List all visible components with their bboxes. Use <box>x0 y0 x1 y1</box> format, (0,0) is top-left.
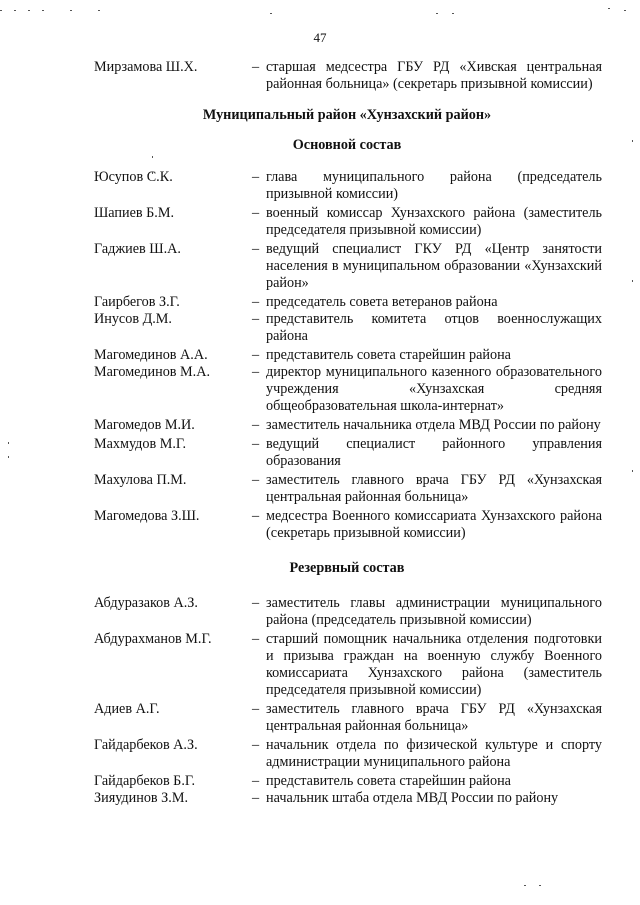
dash-separator: – <box>252 59 260 75</box>
member-row <box>94 241 602 292</box>
member-row <box>94 790 602 807</box>
dash-separator: – <box>252 241 260 257</box>
member-position: старший помощник начальника отделения подготовки и призыва граждан на военную службу Военного комиссариата Хунзахского района (заместитель председателя призывной комиссии) <box>266 631 602 698</box>
member-name: Магомедова З.Ш. <box>94 508 200 524</box>
dash-separator: – <box>252 205 260 221</box>
member-position: начальник отдела по физической культуре и спорту администрации муниципального района <box>266 737 602 770</box>
member-name: Абдурахманов М.Г. <box>94 631 212 647</box>
member-row <box>94 294 602 311</box>
member-name: Махулова П.М. <box>94 472 187 488</box>
commission-list <box>94 59 602 807</box>
member-row <box>94 436 602 470</box>
member-name: Гаирбегов З.Г. <box>94 294 180 310</box>
member-name: Гайдарбеков Б.Г. <box>94 773 196 789</box>
member-name: Мирзамова Ш.Х. <box>94 59 198 75</box>
member-position: заместитель главного врача ГБУ РД «Хунзахская центральная районная больница» <box>266 701 602 734</box>
member-row <box>94 311 602 345</box>
member-position: представитель совета старейшин района <box>266 773 511 789</box>
page-number: 47 <box>313 30 327 45</box>
member-position: медсестра Военного комиссариата Хунзахского района (секретарь призывной комиссии) <box>266 508 602 541</box>
member-position: старшая медсестра ГБУ РД «Хивская центральная районная больница» (секретарь призывной комиссии) <box>266 59 602 92</box>
dash-separator: – <box>252 737 260 753</box>
member-name: Магомедов М.И. <box>94 417 195 433</box>
member-row <box>94 773 602 790</box>
dash-separator: – <box>252 773 260 789</box>
member-name: Абдуразаков А.З. <box>94 595 198 611</box>
dash-separator: – <box>252 472 260 488</box>
dash-separator: – <box>252 311 260 327</box>
member-position: начальник штаба отдела МВД России по району <box>266 790 559 806</box>
dash-separator: – <box>252 790 260 806</box>
member-row <box>94 595 602 629</box>
main-composition-title: Основной состав <box>292 137 402 153</box>
member-row <box>94 205 602 239</box>
dash-separator: – <box>252 436 260 452</box>
member-position: директор муниципального казенного образовательного учреждения «Хунзахская средняя общеобразовательная школа-интернат» <box>266 364 602 414</box>
member-row <box>94 347 602 364</box>
dash-separator: – <box>252 364 260 380</box>
member-row <box>94 701 602 735</box>
member-row <box>94 737 602 771</box>
dash-separator: – <box>252 508 260 524</box>
member-position: ведущий специалист районного управления образования <box>266 436 602 469</box>
member-row <box>94 59 602 93</box>
main-members-list <box>94 169 602 542</box>
member-name: Юсупов С.К. <box>94 169 173 185</box>
member-row <box>94 417 602 434</box>
member-name: Инусов Д.М. <box>94 311 172 327</box>
member-name: Зияудинов З.М. <box>94 790 188 806</box>
dash-separator: – <box>252 701 260 717</box>
member-position: заместитель начальника отдела МВД России по району <box>266 417 601 433</box>
dash-separator: – <box>252 294 260 310</box>
member-row <box>94 631 602 699</box>
member-position: представитель комитета отцов военнослужащих района <box>266 311 602 344</box>
member-name: Магомединов А.А. <box>94 347 208 363</box>
dash-separator: – <box>252 417 260 433</box>
member-row <box>94 169 602 203</box>
member-position: глава муниципального района (председатель призывной комиссии) <box>266 169 602 202</box>
member-name: Шапиев Б.М. <box>94 205 175 221</box>
reserve-members-list <box>94 595 602 807</box>
member-position: председатель совета ветеранов района <box>266 294 498 310</box>
member-position: заместитель главы администрации муниципального района (председатель призывной комиссии) <box>266 595 602 628</box>
dash-separator: – <box>252 631 260 647</box>
dash-separator: – <box>252 595 260 611</box>
member-row <box>94 508 602 542</box>
member-row <box>94 472 602 506</box>
member-name: Махмудов М.Г. <box>94 436 187 452</box>
member-name: Гаджиев Ш.А. <box>94 241 181 257</box>
member-position: ведущий специалист ГКУ РД «Центр занятости населения в муниципальном образовании «Хунзахский район» <box>266 241 602 291</box>
member-name: Гайдарбеков А.З. <box>94 737 198 753</box>
member-position: военный комиссар Хунзахского района (заместитель председателя призывной комиссии) <box>266 205 602 238</box>
dash-separator: – <box>252 347 260 363</box>
member-name: Адиев А.Г. <box>94 701 160 717</box>
reserve-composition-title: Резервный состав <box>289 560 405 576</box>
dash-separator: – <box>252 169 260 185</box>
member-position: заместитель главного врача ГБУ РД «Хунзахская центральная районная больница» <box>266 472 602 505</box>
district-title: Муниципальный район «Хунзахский район» <box>202 107 492 123</box>
member-name: Магомединов М.А. <box>94 364 210 380</box>
intro-list <box>94 59 602 93</box>
member-position: представитель совета старейшин района <box>266 347 511 363</box>
member-row <box>94 364 602 415</box>
